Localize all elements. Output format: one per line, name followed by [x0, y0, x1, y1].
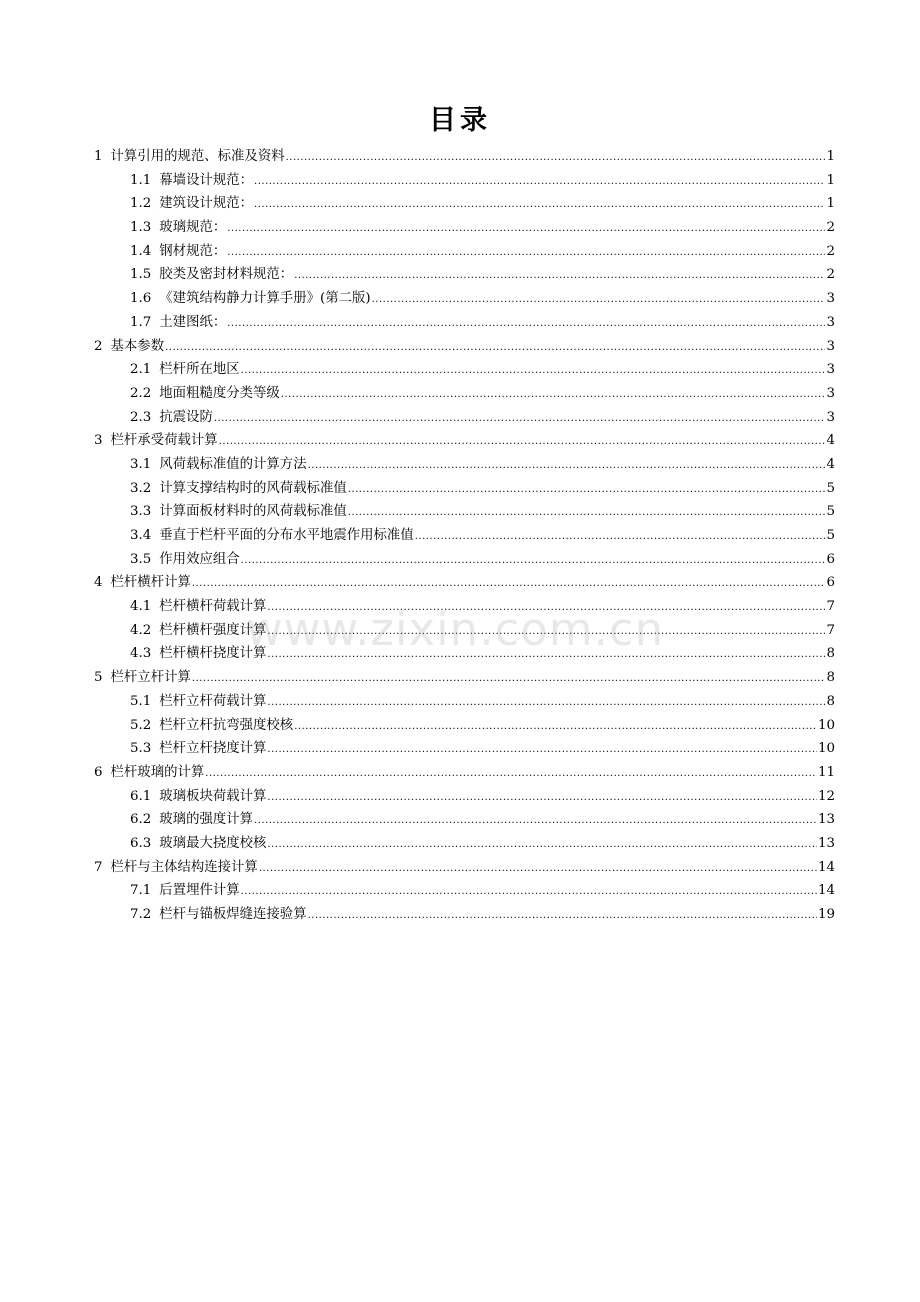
toc-entry-number: 5.2	[130, 717, 152, 733]
toc-entry[interactable]	[94, 619, 835, 643]
toc-entry-number: 6	[94, 764, 103, 780]
toc-entry-number: 6.2	[130, 812, 152, 828]
toc-entry[interactable]	[94, 595, 835, 619]
toc-entry-title: 计算面板材料时的风荷载标准值	[159, 504, 347, 520]
toc-leader-dots	[286, 146, 826, 170]
toc-entry[interactable]	[94, 832, 835, 856]
toc-entry[interactable]	[94, 382, 835, 406]
toc-entry[interactable]	[94, 856, 835, 880]
toc-leader-dots	[254, 809, 817, 833]
toc-entry[interactable]	[94, 240, 835, 264]
toc-entry-number: 7.1	[130, 883, 152, 899]
toc-entry-page-number: 5	[826, 480, 835, 496]
toc-entry-page-number: 14	[817, 859, 835, 875]
toc-entry-number: 1.4	[130, 243, 152, 259]
toc-entry-number: 2	[94, 338, 103, 354]
toc-entry-number: 3.2	[130, 480, 152, 496]
toc-entry-page-number: 2	[826, 243, 835, 259]
toc-leader-dots	[267, 643, 825, 667]
toc-entry[interactable]	[94, 548, 835, 572]
toc-entry-number: 1.7	[130, 314, 152, 330]
toc-entry-number: 1.3	[130, 220, 152, 236]
toc-entry-title: 栏杆立杆计算	[110, 670, 191, 686]
toc-leader-dots	[267, 738, 817, 762]
toc-leader-dots	[308, 454, 826, 478]
toc-entry[interactable]	[94, 808, 835, 832]
toc-entry-number: 1.1	[130, 172, 152, 188]
toc-leader-dots	[267, 596, 825, 620]
toc-entry-number: 4.3	[130, 646, 152, 662]
toc-entry-number: 5.3	[130, 741, 152, 757]
toc-entry-number: 4	[94, 575, 103, 591]
toc-entry-page-number: 2	[826, 267, 835, 283]
watermark: www.zixin.com.cn	[245, 603, 665, 656]
toc-leader-dots	[294, 715, 817, 739]
toc-entry-page-number: 5	[826, 504, 835, 520]
toc-entry-page-number: 3	[826, 362, 835, 378]
toc-leader-dots	[259, 857, 817, 881]
toc-leader-dots	[348, 478, 826, 502]
toc-entry-page-number: 1	[826, 172, 835, 188]
toc-entry[interactable]	[94, 145, 835, 169]
toc-entry-page-number: 3	[826, 338, 835, 354]
toc-leader-dots	[241, 359, 826, 383]
toc-leader-dots	[267, 833, 817, 857]
toc-entry[interactable]	[94, 714, 835, 738]
toc-entry-page-number: 13	[817, 835, 835, 851]
toc-entry[interactable]	[94, 358, 835, 382]
toc-entry-number: 1.2	[130, 196, 152, 212]
toc-entry[interactable]	[94, 429, 835, 453]
toc-entry-page-number: 1	[826, 149, 835, 164]
toc-entry-title: 栏杆所在地区	[159, 362, 240, 378]
toc-entry[interactable]	[94, 335, 835, 359]
toc-leader-dots	[254, 170, 825, 194]
toc-leader-dots	[372, 288, 826, 312]
toc-entry-title: 栏杆承受荷载计算	[110, 433, 218, 449]
toc-entry-title: 栏杆横杆强度计算	[159, 622, 267, 638]
toc-entry-title: 玻璃的强度计算	[159, 812, 254, 828]
toc-entry-title: 基本参数	[110, 338, 165, 354]
toc-entry-number: 4.2	[130, 622, 152, 638]
toc-entry[interactable]	[94, 642, 835, 666]
toc-entry-title: 玻璃最大挠度校核	[159, 835, 267, 851]
toc-leader-dots	[219, 430, 826, 454]
toc-entry[interactable]	[94, 192, 835, 216]
toc-entry[interactable]	[94, 690, 835, 714]
toc-entry-title: 栏杆与锚板焊缝连接验算	[159, 907, 307, 922]
toc-entry-number: 6.3	[130, 835, 152, 851]
toc-entry-number: 1	[94, 149, 103, 164]
toc-entry-page-number: 8	[826, 670, 835, 686]
toc-entry-title: 作用效应组合	[159, 551, 240, 567]
toc-entry-title: 栏杆横杆计算	[110, 575, 191, 591]
toc-entry-number: 5	[94, 670, 103, 686]
toc-leader-dots	[294, 264, 825, 288]
toc-leader-dots	[267, 691, 825, 715]
toc-leader-dots	[205, 762, 817, 786]
toc-entry-page-number: 3	[826, 291, 835, 307]
toc-entry[interactable]	[94, 785, 835, 809]
toc-entry-title: 地面粗糙度分类等级	[159, 385, 280, 401]
toc-entry-number: 2.2	[130, 385, 152, 401]
toc-leader-dots	[281, 383, 826, 407]
toc-entry-page-number: 3	[826, 409, 835, 425]
toc-entry-page-number: 3	[826, 385, 835, 401]
toc-entry-number: 1.6	[130, 291, 152, 307]
toc-entry-title: 栏杆横杆荷载计算	[159, 599, 267, 615]
toc-entry-number: 6.1	[130, 788, 152, 804]
toc-entry[interactable]	[94, 737, 835, 761]
toc-leader-dots	[192, 572, 826, 596]
toc-entry-page-number: 1	[826, 196, 835, 212]
page-title: 目录	[429, 105, 491, 136]
toc-entry[interactable]	[94, 761, 835, 785]
toc-entry[interactable]	[94, 453, 835, 477]
toc-entry[interactable]	[94, 666, 835, 690]
toc-leader-dots	[192, 667, 826, 691]
toc-entry[interactable]	[94, 169, 835, 193]
toc-entry-page-number: 3	[826, 314, 835, 330]
toc-leader-dots	[227, 217, 825, 241]
toc-entry-page-number: 6	[826, 551, 835, 567]
toc-entry[interactable]	[94, 311, 835, 335]
toc-entry-page-number: 14	[817, 883, 835, 899]
toc-entry-page-number: 13	[817, 812, 835, 828]
toc-leader-dots	[241, 549, 826, 573]
toc-entry-page-number: 10	[817, 717, 835, 733]
toc-entry-page-number: 6	[826, 575, 835, 591]
toc-entry-title: 《建筑结构静力计算手册》(第二版)	[159, 291, 371, 307]
toc-leader-dots	[227, 241, 825, 265]
toc-leader-dots	[415, 525, 826, 549]
toc-entry-page-number: 11	[817, 764, 835, 780]
toc-entry-page-number: 8	[826, 646, 835, 662]
toc-entry-page-number: 2	[826, 220, 835, 236]
toc-entry-title: 胶类及密封材料规范：	[159, 267, 294, 283]
toc-entry-title: 栏杆玻璃的计算	[110, 764, 205, 780]
toc-entry-title: 栏杆立杆荷载计算	[159, 693, 267, 709]
toc-entry-page-number: 10	[817, 741, 835, 757]
toc-leader-dots	[348, 501, 826, 525]
toc-leader-dots	[267, 786, 817, 810]
toc-entry-page-number: 5	[826, 528, 835, 543]
toc-entry-title: 后置埋件计算	[159, 883, 240, 899]
toc-entry-title: 栏杆与主体结构连接计算	[110, 859, 258, 875]
toc-leader-dots	[227, 312, 825, 336]
toc-entry-number: 3.5	[130, 551, 152, 567]
toc-entry-number: 3.1	[130, 456, 152, 472]
toc-entry-number: 2.3	[130, 409, 152, 425]
toc-entry-title: 垂直于栏杆平面的分布水平地震作用标准值	[159, 528, 414, 543]
toc-entry-page-number: 8	[826, 693, 835, 709]
toc-entry-title: 抗震设防	[159, 409, 213, 425]
toc-entry[interactable]	[94, 216, 835, 240]
toc-entry[interactable]	[94, 903, 835, 927]
toc-entry-title: 玻璃规范：	[159, 220, 227, 236]
toc-entry[interactable]	[94, 571, 835, 595]
toc-leader-dots	[254, 193, 825, 217]
toc-entry-title: 风荷载标准值的计算方法	[159, 456, 307, 472]
toc-entry-title: 幕墙设计规范：	[159, 172, 254, 188]
toc-entry-page-number: 7	[826, 599, 835, 615]
toc-entry-number: 3.4	[130, 528, 152, 543]
toc-leader-dots	[214, 407, 826, 431]
toc-entry[interactable]	[94, 287, 835, 311]
toc-entry-title: 玻璃板块荷载计算	[159, 788, 267, 804]
toc-entry[interactable]	[94, 500, 835, 524]
toc-entry-title: 栏杆横杆挠度计算	[159, 646, 267, 662]
toc-entry-number: 5.1	[130, 693, 152, 709]
toc-entry[interactable]	[94, 879, 835, 903]
toc-entry[interactable]	[94, 477, 835, 501]
toc-entry-title: 建筑设计规范：	[159, 196, 254, 212]
toc-entry[interactable]	[94, 406, 835, 430]
toc-entry-page-number: 7	[826, 622, 835, 638]
toc-entry-title: 计算引用的规范、标准及资料	[110, 149, 285, 164]
toc-leader-dots	[267, 620, 825, 644]
toc-entry-number: 1.5	[130, 267, 152, 283]
toc-entry-title: 土建图纸：	[159, 314, 227, 330]
toc-entry-number: 3.3	[130, 504, 152, 520]
table-of-contents	[94, 145, 835, 927]
toc-entry-page-number: 12	[817, 788, 835, 804]
toc-leader-dots	[241, 880, 817, 904]
toc-entry-number: 7	[94, 859, 103, 875]
toc-entry-title: 栏杆立杆挠度计算	[159, 741, 267, 757]
toc-entry-number: 4.1	[130, 599, 152, 615]
toc-entry-number: 2.1	[130, 362, 152, 378]
toc-entry[interactable]	[94, 524, 835, 548]
toc-entry-page-number: 4	[826, 433, 835, 449]
toc-entry-page-number: 4	[826, 456, 835, 472]
toc-entry-page-number: 19	[817, 907, 835, 922]
toc-entry-title: 钢材规范：	[159, 243, 227, 259]
toc-entry-title: 栏杆立杆抗弯强度校核	[159, 717, 294, 733]
toc-entry[interactable]	[94, 263, 835, 287]
toc-leader-dots	[308, 904, 817, 928]
toc-leader-dots	[165, 336, 825, 360]
toc-entry-number: 7.2	[130, 907, 152, 922]
toc-entry-title: 计算支撑结构时的风荷载标准值	[159, 480, 347, 496]
toc-entry-number: 3	[94, 433, 103, 449]
